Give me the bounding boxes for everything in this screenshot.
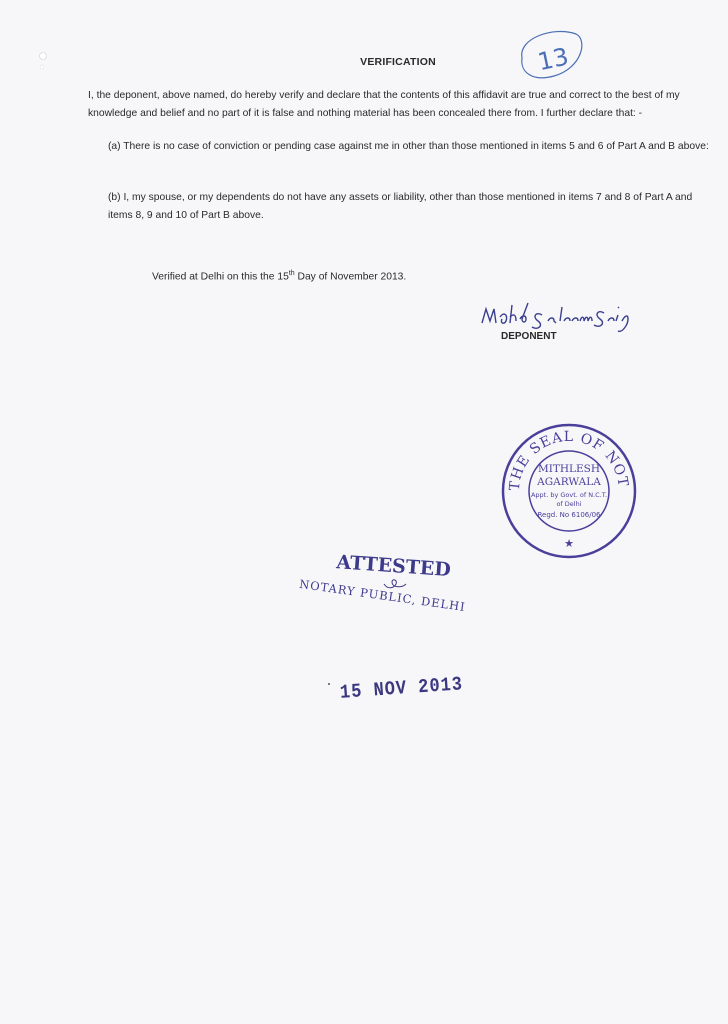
seal-star-icon: ★ xyxy=(564,538,574,550)
deponent-label: DEPONENT xyxy=(501,331,557,342)
seal-name-line2: AGARWALA xyxy=(537,476,601,488)
page-title: VERIFICATION xyxy=(360,56,436,68)
page-number-text: 13 xyxy=(535,42,572,77)
verified-prefix: Verified at Delhi on this the 15 xyxy=(152,271,289,283)
seal-name-line1: MITHLESH xyxy=(537,463,601,475)
seal-appt-line: Appt. by Govt. of N.C.T. xyxy=(530,491,608,499)
attested-stamp xyxy=(296,540,486,640)
ink-dot xyxy=(328,683,330,685)
date-stamp: 15 NOV 2013 xyxy=(339,674,464,705)
seal-outer-text: THE SEAL OF NOT xyxy=(506,428,631,492)
declaration-item-a: (a) There is no case of conviction or pending case against me in other than those mentioned in items 5 and 6 of Part A and B above: xyxy=(108,141,709,152)
verification-line xyxy=(152,270,406,282)
notary-public-text: NOTARY PUBLIC, DELHI xyxy=(298,576,467,615)
notary-seal-stamp xyxy=(498,420,640,562)
verified-ordinal: th xyxy=(288,270,295,277)
seal-of-line: of Delhi xyxy=(556,500,582,508)
declaration-paragraph: I, the deponent, above named, do hereby verify and declare that the contents of this affidavit are true and correct to the best of my knowledge and belief and no part of it is false and nothing material has been concealed there from. I further declare that: - xyxy=(88,90,680,119)
declaration-item-b: (b) I, my spouse, or my dependents do not have any assets or liability, other than those mentioned in items 7 and 8 of Part A and items 8, 9 and 10 of Part B above. xyxy=(108,192,693,221)
handwritten-page-number xyxy=(514,24,586,84)
seal-regd-line: Regd. No 6106/06 xyxy=(537,511,601,519)
attested-text: ATTESTED xyxy=(335,551,452,582)
verified-suffix: Day of November 2013. xyxy=(294,271,407,283)
